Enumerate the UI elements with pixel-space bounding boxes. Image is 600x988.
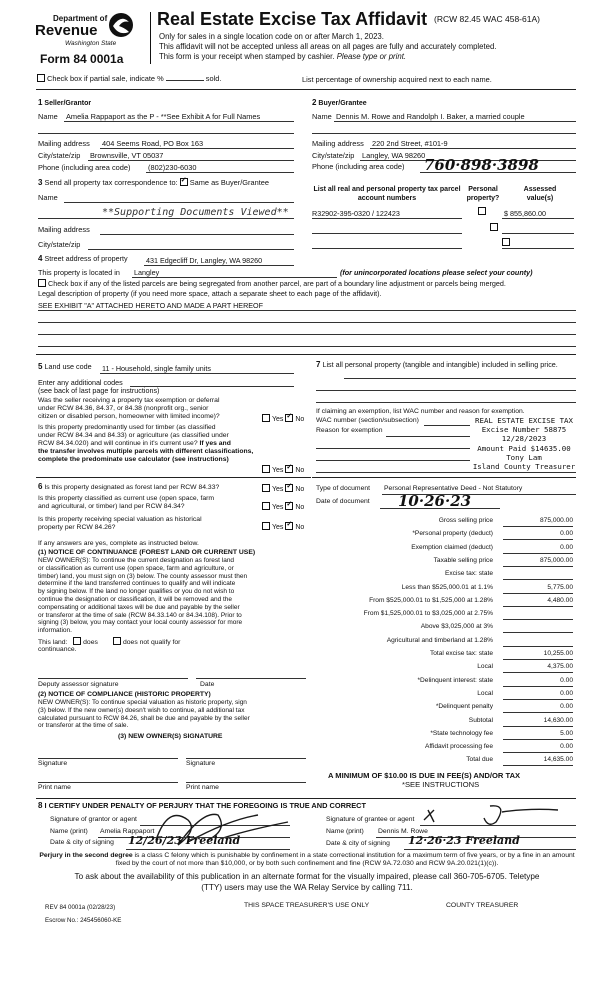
tax-row [323,690,573,701]
tax-row-value[interactable]: 14,630.00 [503,717,573,727]
deputy-date-label: Date [200,681,215,688]
tax-row-label: Subtotal [468,716,493,724]
tax-row-label: Local [477,689,493,697]
property-street-row: 4 Street address of property [38,254,128,263]
additional-codes-label: Enter any additional codes [38,378,123,387]
forest-q1-yes-checkbox[interactable] [262,484,270,492]
same-as-buyer-checkbox[interactable] [180,178,188,186]
tax-row-value[interactable] [503,637,573,647]
tax-row-label: *Delinquent penalty [435,703,493,711]
continuance-label: continuance. [38,646,77,653]
doc-date-label: Date of document [316,498,370,505]
grantee-signature [420,798,570,830]
assessed-value-header: Assessed value(s) [523,186,557,202]
tax-row-label: Agricultural and timberland at 1.28% [386,636,493,644]
tax-row-label: Excise tax: state [444,570,493,578]
timber-question: Is this property predominantly used for timber (as classified under RCW 84.34 and 84.33) or agriculture (as classified under RCW 84.34.020) and will continue in it's current use? If yes and the transfer involves multiple parcels with different classifications, complete the predominate use calculator (see instructions) [38,424,254,463]
q1-no-checkbox[interactable] [285,414,293,422]
tax-row-label: Total due [466,756,493,764]
tax-row [323,517,573,528]
grantor-date-field[interactable]: 12/26/23 Freeland [128,834,241,847]
see-instructions: *SEE INSTRUCTIONS [402,780,480,789]
tax-row-value[interactable]: 0.00 [503,743,573,753]
personal-property-header: Personal property? [466,186,500,202]
seller-city-label: City/state/zip [38,151,81,160]
tax-row [323,663,573,674]
tax-row-value[interactable]: 0.00 [503,677,573,687]
forest-q3-yes-checkbox[interactable] [262,522,270,530]
personal-property-checkbox-3[interactable] [502,238,510,246]
grantor-sig-label: Signature of grantor or agent [50,816,137,823]
tax-row-value[interactable]: 875,000.00 [503,517,573,527]
notice-compliance-title: (2) NOTICE OF COMPLIANCE (HISTORIC PROPERTY) [38,691,211,698]
dept-line1: Department of [53,14,108,23]
forest-q2-yes-checkbox[interactable] [262,502,270,510]
seller-name-label: Name [38,112,58,121]
tax-row [323,570,573,581]
land-use-row: 5 Land use code [38,362,92,371]
tax-row-label: From $525,000.01 to $1,525,000 at 1.28% [369,596,493,604]
tax-row-value[interactable]: 4,480.00 [503,597,573,607]
corr-name-label: Name [38,193,58,202]
owner-sig-label-1: Signature [38,760,68,767]
county-treasurer: COUNTY TREASURER [446,902,519,909]
tax-row-value[interactable]: 0.00 [503,703,573,713]
certify-heading: 8 I CERTIFY UNDER PENALTY OF PERJURY THAT THE FOREGOING IS TRUE AND CORRECT [38,801,367,810]
forest-q1-no-checkbox[interactable] [285,484,293,492]
seller-name-field[interactable]: Amelia Rappaport as the P - **See Exhibit A for Full Names [66,112,261,121]
seller-mail-label: Mailing address [38,139,90,148]
segregate-row: Check box if any of the listed parcels are being segregated from another parcel, are part of a boundary line adjustment or parcels being merged. [38,279,506,288]
buyer-phone-label: Phone (including area code) [312,162,405,171]
tax-row [323,677,573,688]
buyer-mail-label: Mailing address [312,139,364,148]
ownership-note: List percentage of ownership acquired next to each name. [302,75,492,84]
q2-yes-no: Yes ✓ No [262,465,304,474]
grantor-date-label: Date & city of signing [50,839,114,846]
grantee-name-field[interactable]: Dennis M. Rowe [378,828,428,835]
dept-line3: Washington State [65,40,117,47]
tax-row [323,637,573,648]
tax-row [323,743,573,754]
personal-property-label: 7 List all personal property (tangible and intangible) included in selling price. [316,360,558,369]
notice-continuance-body: NEW OWNER(S): To continue the current designation as forest land or classification as current use (open space, farm and agriculture, or timber) land, you must sign on (3) below. The county assessor must then determine if the land transferred continues to qualify and will indicate by signing below. If the land no longer qualifies or you do not wish to continue the designation or classification, it will be removed and the compensating or additional taxes will be due and payable by the seller or transferor at the time of sale (RCW 84.33.140 or 84.34.108). Prior to signing (3) below, you may contact your local county assessor for more information. [38,557,248,635]
property-street-field[interactable]: 431 Edgecliff Dr, Langley, WA 98260 [146,256,263,265]
deputy-sig-label: Deputy assessor signature [38,681,119,688]
rev-number: REV 84 0001a (02/28/23) [45,904,116,911]
q2-yes-checkbox[interactable] [262,465,270,473]
tax-row-value[interactable]: 0.00 [503,530,573,540]
located-note: (for unincorporated locations please select your county) [340,268,533,277]
land-use-field[interactable]: 11 - Household, single family units [102,364,211,373]
forest-q3-no-checkbox[interactable] [285,522,293,530]
buyer-name-label: Name [312,112,332,121]
buyer-heading: 2 Buyer/Grantee [312,98,367,107]
exemption-question: Was the seller receiving a property tax exemption or deferral under RCW 84.36, 84.37, or 84.38 (nonprofit org., senior citizen or disabled person, homeowner with limited income)? [38,397,220,420]
grantee-sig-label: Signature of grantee or agent [326,816,415,823]
tax-row-label: Exemption claimed (deduct) [411,543,493,551]
tax-row [323,544,573,555]
doc-type-label: Type of document [316,485,371,492]
buyer-name-field[interactable]: Dennis M. Rowe and Randolph I. Baker, a married couple [336,112,525,121]
corr-city-label: City/state/zip [38,240,81,249]
form-sub2: This affidavit will not be accepted unless all areas on all pages are fully and accurately completed. [159,42,497,51]
tax-row-label: Gross selling price [438,517,493,524]
tax-row-label: Less than $525,000.01 at 1.1% [401,583,493,591]
seller-heading: 1 Seller/Grantor [38,98,92,107]
tax-row [323,597,573,608]
grantee-date-label: Date & city of signing [326,840,390,847]
notice-compliance-body: NEW OWNER(S): To continue special valuation as historic property, sign (3) below. If the new owner(s) doesn't wish to continue, all additional tax calculated pursuant to RCW 84.26, shall be due and payable by the seller or transferor at the time of sale. [38,699,250,730]
grantor-name-label: Name (print) [50,828,88,835]
additional-codes-note: (see back of last page for instructions) [38,386,160,395]
parcel-number[interactable]: R32902-395-0320 / 122423 [312,209,400,218]
tax-row-label: Total excise tax: state [429,650,493,657]
reason-label: Reason for exemption [316,427,383,434]
forest-q1: 6 Is this property designated as forest land per RCW 84.33? [38,482,220,491]
tax-row-value[interactable] [503,570,573,580]
q2-no-checkbox[interactable] [285,465,293,473]
tax-row-value[interactable] [503,623,573,633]
tax-row [323,756,573,767]
tax-row-value[interactable]: 0.00 [503,690,573,700]
treasurer-use: THIS SPACE TREASURER'S USE ONLY [244,902,370,909]
tax-row [323,557,573,568]
tax-row-label: *State technology fee [430,729,493,737]
tax-row-value[interactable] [503,610,573,620]
owner-print-label-1: Print name [38,784,71,791]
corr-mail-label: Mailing address [38,225,90,234]
forest-q3: Is this property receiving special valuation as historical property per RCW 84.26? [38,516,202,531]
grantor-name-field[interactable]: Amelia Rappaport [100,828,155,835]
tax-row-value[interactable]: 4,375.00 [503,663,573,673]
seller-phone-label: Phone (including area code) [38,163,131,172]
located-field[interactable]: Langley [134,268,160,277]
form-number: Form 84 0001a [40,52,124,66]
escrow-number: Escrow No.: 245456060-KE [45,917,122,924]
doc-type-field[interactable]: Personal Representative Deed - Not Statutory [384,485,523,492]
wac-label: WAC number (section/subsection) [316,417,419,424]
tax-row-value[interactable]: 14,635.00 [503,756,573,766]
tax-row-label: Local [477,663,493,671]
forest-q1-yes-no: Yes ✓ No [262,484,304,493]
forest-q2: Is this property classified as current use (open space, farm and agricultural, or timber) land per RCW 84.34? [38,495,215,510]
does-not-checkbox[interactable] [113,637,121,645]
tax-row [323,610,573,621]
partial-sale: Check box if partial sale, indicate % sold. [37,74,221,83]
notice-continuance-title: (1) NOTICE OF CONTINUANCE (FOREST LAND OR CURRENT USE) [38,549,256,556]
tax-row-value[interactable]: 5,775.00 [503,584,573,594]
tax-row-value[interactable]: 875,000.00 [503,557,573,567]
segregate-checkbox[interactable] [38,279,46,287]
forest-ifyes: If any answers are yes, complete as instructed below. [38,540,199,547]
tax-row-label: Taxable selling price [433,556,493,564]
tax-row-label: *Delinquent interest: state [417,676,493,684]
dept-line2: Revenue [35,22,98,39]
tax-row-label: Affidavit processing fee [424,743,493,751]
located-label: This property is located in [38,268,120,277]
tax-row [323,623,573,634]
treasurer-stamp: REAL ESTATE EXCISE TAX Excise Number 58875 12/28/2023 Amount Paid $14635.00 Tony Lam Island County Treasurer [470,416,578,471]
buyer-city-field[interactable]: Langley, WA 98260 [362,151,426,160]
personal-property-checkbox-2[interactable] [490,223,498,231]
grantor-signature [148,800,308,860]
seller-phone-field[interactable]: (802)230-6030 [148,163,197,172]
buyer-phone-field[interactable]: 760·898·3898 [424,156,539,174]
doc-date-field[interactable]: 10·26·23 [398,492,472,510]
form-sub1: Only for sales in a single location code on or after March 1, 2023. [159,32,384,41]
correspondence-heading: 3 Send all property tax correspondence to: ✓ Same as Buyer/Grantee [38,178,269,187]
grantee-date-field[interactable]: 12·26·23 Freeland [408,834,520,847]
form-rcw: (RCW 82.45 WAC 458-61A) [434,14,540,24]
perjury-notice: Perjury in the second degree is a class C felony which is punishable by confinement in a state correctional institution for a maximum term of five years, or by a fine in an amount fixed by the court of not more than $10,000, or by both such confinement and fine (RCW 9A.72.030 and RCW 9A.20.021(1)(c)). [39,852,575,868]
tax-row-value[interactable]: 10,255.00 [503,650,573,660]
legal-label: Legal description of property (if you need more space, attach a separate sheet to each page of the affidavit). [38,289,382,298]
legal-description[interactable]: SEE EXHIBIT "A" ATTACHED HERETO AND MADE A PART HEREOF [38,301,264,310]
tax-row [323,703,573,714]
form-sub3: This form is your receipt when stamped by cashier. Please type or print. [159,52,407,61]
tax-row-value[interactable]: 5.00 [503,730,573,740]
tax-row-label: Above $3,025,000 at 3% [420,623,493,631]
buyer-mail-field[interactable]: 220 2nd Street, #101-9 [372,139,448,148]
forest-q2-yes-no: Yes ✓ No [262,502,304,511]
seller-city-field[interactable]: Brownsville, VT 05037 [90,151,164,160]
tax-row [323,530,573,541]
personal-property-checkbox-1[interactable] [478,207,486,215]
seller-mail-field[interactable]: 404 Seems Road, PO Box 163 [102,139,204,148]
tax-row [323,584,573,595]
assessed-value[interactable]: $ 855,860.00 [504,209,546,218]
parcels-header: List all real and personal property tax parcel account numbers [313,186,461,202]
wa-logo-icon [107,12,135,38]
minimum-due: A MINIMUM OF $10.00 IS DUE IN FEE(S) AND/OR TAX [328,771,521,780]
tax-row [323,717,573,728]
tax-row [323,650,573,661]
forest-q3-yes-no: Yes ✓ No [262,522,304,531]
alt-format-notice: To ask about the availability of this publication in an alternate format for the visually impaired, please call 360-705-6705. Teletype (TTY) users may use the WA Relay Service by calling 711. [74,872,540,892]
this-land-row: This land: does does not qualify for [38,639,181,646]
q1-yes-no: Yes ✓ No [262,414,304,423]
tax-row-value[interactable]: 0.00 [503,544,573,554]
partial-sale-checkbox[interactable] [37,74,45,82]
new-owner-sig-title: (3) NEW OWNER(S) SIGNATURE [118,733,223,740]
grantee-name-label: Name (print) [326,828,364,835]
q1-yes-checkbox[interactable] [262,414,270,422]
owner-print-label-2: Print name [186,784,219,791]
buyer-city-label: City/state/zip [312,151,355,160]
tax-row [323,730,573,741]
does-checkbox[interactable] [73,637,81,645]
tax-row-label: *Personal property (deduct) [412,530,493,538]
form-title: Real Estate Excise Tax Affidavit [157,9,428,29]
tax-row-label: From $1,525,000.01 to $3,025,000 at 2.75% [363,610,493,618]
owner-sig-label-2: Signature [186,760,216,767]
exempt-line: If claiming an exemption, list WAC number and reason for exemption. [316,408,525,415]
supporting-docs-stamp: **Supporting Documents Viewed** [102,207,289,218]
forest-q2-no-checkbox[interactable] [285,502,293,510]
